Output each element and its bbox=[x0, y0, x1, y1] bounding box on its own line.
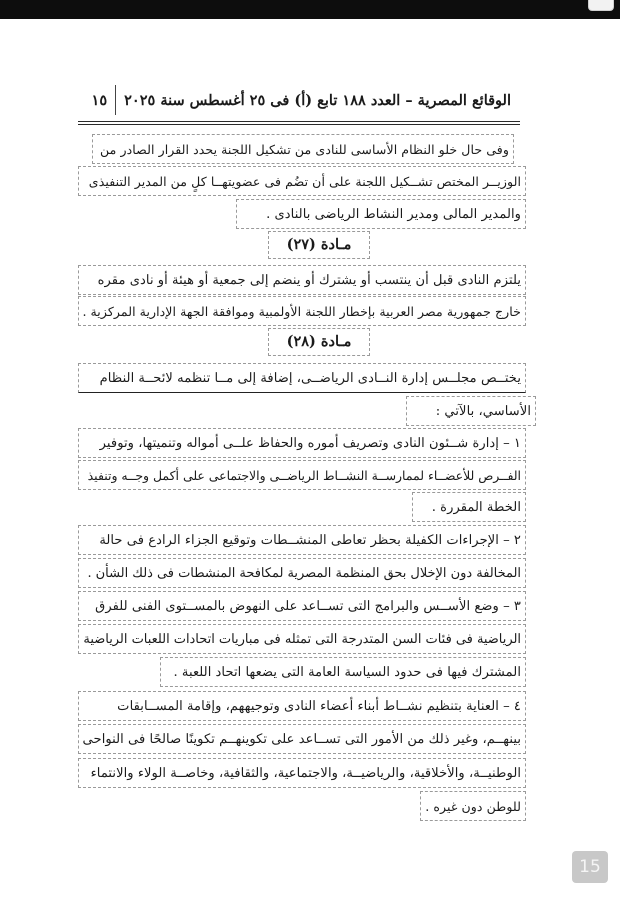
article-28-intro-line: يختــص مجلــس إدارة النــادى الرياضــى، إضافة إلى مــا تنظمه لائحــة النظام bbox=[78, 363, 526, 393]
article-28-intro-line: الأساسي، بالآتي : bbox=[406, 396, 536, 426]
article-27-line: يلتزم النادى قبل أن ينتسب أو يشترك أو ينضم إلى جمعية أو هيئة أو نادى مقره bbox=[78, 265, 526, 295]
article-28-item-line: الرياضية فى فئات السن المتدرجة التى تمثله فى مباريات اتحادات اللعبات الرياضية bbox=[78, 624, 526, 654]
header-rule-thin bbox=[78, 124, 520, 125]
viewer-top-bar bbox=[0, 0, 620, 19]
header-page-number: ١٥ bbox=[91, 91, 108, 109]
article-28-item-line: ٤ – العناية بتنظيم نشــاط أبناء أعضاء النادى وتوجيههم، وإقامة المســابقات bbox=[78, 691, 526, 721]
paragraph-line: والمدير المالى ومدير النشاط الرياضى بالنادى . bbox=[236, 199, 526, 229]
article-27-line: خارج جمهورية مصر العربية بإخطار اللجنة الأولمبية وموافقة الجهة الإدارية المركزية . bbox=[78, 296, 526, 326]
article-28-item-line: للوطن دون غيره . bbox=[420, 791, 526, 821]
article-28-item-line: بينهــم، وغير ذلك من الأمور التى تســاعد على تكوينهــم تكوينًا صالحًا فى النواحى bbox=[78, 724, 526, 754]
header-rule bbox=[78, 121, 520, 122]
paragraph-line: الوزيــر المختص تشــكيل اللجنة على أن تضُم فى عضويتهــا كلٍ من المدير التنفيذى bbox=[78, 166, 526, 196]
article-28-item-line: الخطة المقررة . bbox=[412, 492, 526, 522]
page-header bbox=[80, 80, 517, 120]
article-28-item-line: ١ – إدارة شــئون النادى وتصريف أموره والحفاظ علــى أمواله وتنميتها، وتوفير bbox=[78, 428, 526, 458]
article-28-item-line: الفــرص للأعضــاء لممارســة النشــاط الرياضــى والاجتماعى على أكمل وجــه وتنفيذ bbox=[78, 460, 526, 490]
article-28-title: مـادة (٢٨) bbox=[268, 328, 370, 356]
paragraph-line: وفى حال خلو النظام الأساسى للنادى من تشكيل اللجنة يحدد القرار الصادر من bbox=[92, 134, 514, 164]
window-control-button[interactable] bbox=[588, 0, 614, 11]
article-28-item-line: ٣ – وضع الأســس والبرامج التى تســاعد على النهوض بالمســتوى الفنى للفرق bbox=[78, 591, 526, 621]
article-28-item-line: المشترك فيها فى حدود السياسة العامة التى يضعها اتحاد اللعبة . bbox=[160, 657, 526, 687]
article-28-item-line: ٢ – الإجراءات الكفيلة بحظر تعاطى المنشــطات وتوقيع الجزاء الرادع فى حالة bbox=[78, 525, 526, 555]
page-number-badge: 15 bbox=[572, 851, 608, 883]
article-28-item-line: الوطنيــة، والأخلاقية، والرياضيــة، والاجتماعية، والثقافية، وخاصــة الولاء والانتماء bbox=[78, 758, 526, 788]
header-separator bbox=[115, 85, 116, 115]
header-title: الوقائع المصرية – العدد ١٨٨ تابع (أ) فى ٢٥ أغسطس سنة ٢٠٢٥ bbox=[124, 91, 511, 109]
article-28-item-line: المخالفة دون الإخلال بحق المنظمة المصرية لمكافحة المنشطات فى ذلك الشأن . bbox=[78, 558, 526, 588]
article-27-title: مـادة (٢٧) bbox=[268, 231, 370, 259]
